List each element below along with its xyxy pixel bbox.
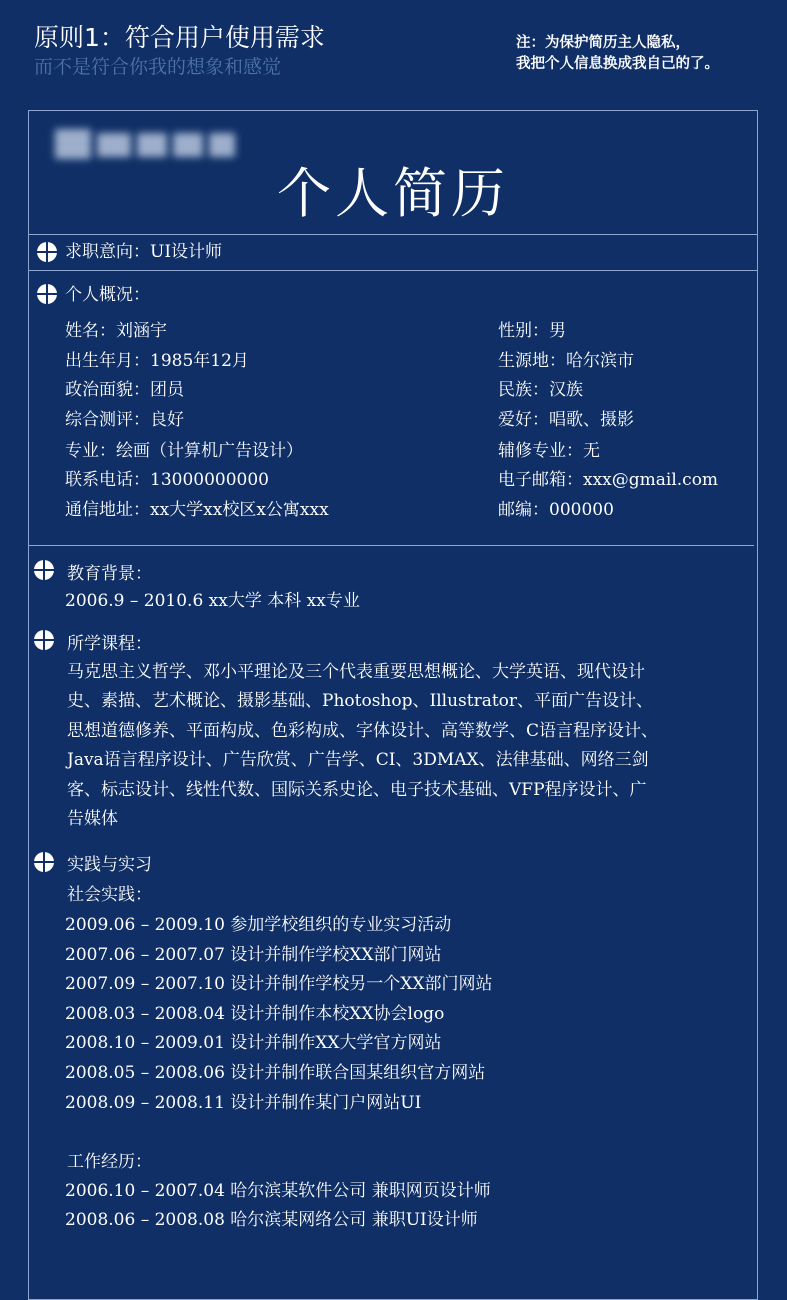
education-heading: 教育背景：: [67, 564, 152, 584]
info-gender: 性别：男: [498, 321, 566, 341]
social-item: 2008.09 – 2008.11 设计并制作某门户网站UI: [65, 1093, 422, 1113]
social-item: 2009.06 – 2009.10 参加学校组织的专业实习活动: [65, 915, 452, 935]
overview-heading: 个人概况：: [65, 285, 150, 305]
section-bullet-icon: [34, 560, 54, 580]
social-heading: 社会实践：: [67, 885, 152, 905]
info-ethnicity: 民族：汉族: [498, 380, 583, 400]
privacy-note-line2: 我把个人信息换成我自己的了。: [516, 56, 719, 72]
social-item: 2007.09 – 2007.10 设计并制作学校另一个XX部门网站: [65, 974, 493, 994]
courses-line: 马克思主义哲学、邓小平理论及三个代表重要思想概论、大学英语、现代设计: [67, 662, 645, 682]
privacy-note: [516, 33, 719, 75]
social-item: 2007.06 – 2007.07 设计并制作学校XX部门网站: [65, 945, 442, 965]
info-major: 专业：绘画（计算机广告设计）: [65, 441, 303, 461]
info-politics: 政治面貌：团员: [65, 380, 184, 400]
info-origin: 生源地：哈尔滨市: [498, 351, 634, 371]
divider: [29, 545, 754, 546]
info-evaluation: 综合测评：良好: [65, 410, 184, 430]
work-heading: 工作经历：: [67, 1152, 152, 1172]
courses-line: 思想道德修养、平面构成、色彩构成、字体设计、高等数学、C语言程序设计、: [67, 720, 659, 741]
page-subtitle: 而不是符合你我的想象和感觉: [34, 56, 282, 78]
courses-heading: 所学课程：: [67, 634, 152, 654]
section-bullet-icon: [37, 242, 57, 262]
practice-heading: 实践与实习: [67, 855, 152, 875]
courses-line: 告媒体: [67, 809, 118, 830]
courses-line: 史、素描、艺术概论、摄影基础、Photoshop、Illustrator、平面广告设计、: [67, 691, 654, 712]
courses-line: Java语言程序设计、广告欣赏、广告学、CI、3DMAX、法律基础、网络三剑: [67, 750, 649, 771]
section-bullet-icon: [37, 284, 57, 304]
info-birth: 出生年月：1985年12月: [65, 351, 249, 371]
privacy-note-line1: 注：为保护简历主人隐私，: [516, 35, 690, 51]
social-item: 2008.10 – 2009.01 设计并制作XX大学官方网站: [65, 1033, 442, 1053]
job-intent: 求职意向：UI设计师: [65, 242, 223, 262]
info-phone: 联系电话：13000000000: [65, 470, 269, 490]
work-item: 2006.10 – 2007.04 哈尔滨某软件公司 兼职网页设计师: [65, 1181, 491, 1201]
section-bullet-icon: [34, 852, 54, 872]
social-item: 2008.05 – 2008.06 设计并制作联合国某组织官方网站: [65, 1063, 486, 1083]
divider: [29, 234, 757, 235]
divider: [29, 270, 757, 271]
page-title: 原则1：符合用户使用需求: [34, 23, 325, 52]
courses-line: 客、标志设计、线性代数、国际关系史论、电子技术基础、VFP程序设计、广: [67, 779, 647, 800]
social-item: 2008.03 – 2008.04 设计并制作本校XX协会logo: [65, 1004, 445, 1024]
info-email: 电子邮箱：xxx@gmail.com: [498, 470, 719, 490]
info-hobby: 爱好：唱歌、摄影: [498, 410, 634, 430]
info-zip: 邮编：000000: [498, 500, 614, 520]
info-minor: 辅修专业：无: [498, 441, 600, 461]
courses-list: [67, 658, 658, 834]
resume-document: [28, 110, 758, 1300]
section-bullet-icon: [34, 630, 54, 650]
education-entry: 2006.9 – 2010.6 xx大学 本科 xx专业: [65, 591, 360, 611]
resume-title: 个人简历: [277, 162, 509, 225]
work-item: 2008.06 – 2008.08 哈尔滨某网络公司 兼职UI设计师: [65, 1210, 478, 1230]
info-address: 通信地址：xx大学xx校区x公寓xxx: [65, 500, 329, 520]
info-name: 姓名：刘涵宇: [65, 321, 167, 341]
